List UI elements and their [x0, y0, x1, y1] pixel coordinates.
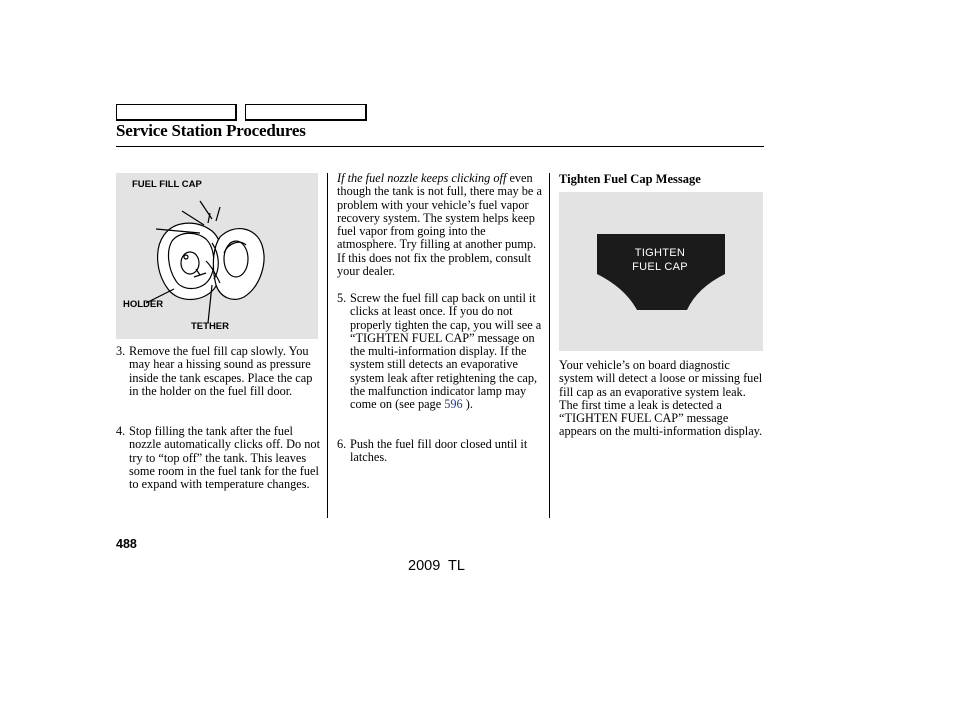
- fuel-cap-drawing: [116, 173, 318, 339]
- page-number: 488: [116, 537, 137, 551]
- column-divider-2: [549, 173, 550, 518]
- step-number: 4.: [116, 424, 126, 438]
- step-6: [337, 438, 542, 465]
- title-divider: [116, 146, 764, 147]
- display-line-2: FUEL CAP: [632, 261, 688, 273]
- nav-tab-button-1[interactable]: [116, 104, 237, 121]
- display-line-1: TIGHTEN: [634, 247, 686, 259]
- nozzle-note: [337, 172, 542, 278]
- step-text: Stop filling the tank after the fuel nozzle automatically clicks off. Do not try to “top off” the tank. This leaves some room in the fuel tank for the fuel to expand with temperature changes.: [129, 424, 320, 492]
- note-lead: If the fuel nozzle keeps clicking off: [337, 171, 507, 185]
- callout-tether: TETHER: [191, 321, 229, 332]
- step-3: [116, 345, 321, 398]
- fuel-cap-illustration: [116, 173, 318, 339]
- display-message: [606, 246, 714, 274]
- note-text: even though the tank is not full, there may be a problem with your vehicle’s fuel vapor recovery system. The system helps keep fuel vapor from going into the atmosphere. Try filling at another pump. If this does not fix the problem, consult your dealer.: [337, 171, 542, 279]
- step-number: 3.: [116, 344, 126, 358]
- step-number: 5.: [337, 291, 347, 305]
- step-4: [116, 425, 321, 491]
- section-title: Service Station Procedures: [116, 121, 306, 140]
- step-text: Remove the fuel fill cap slowly. You may hear a hissing sound as pressure inside the tank escapes. Place the cap in the holder on the fuel fill door.: [129, 344, 313, 398]
- subheading-tighten-fuel-cap: Tighten Fuel Cap Message: [559, 172, 701, 186]
- callout-fuel-fill-cap: FUEL FILL CAP: [132, 179, 202, 190]
- diagnostic-description: Your vehicle’s on board diagnostic system will detect a loose or missing fuel fill cap as an evaporative system leak. The first time a leak is detected a “TIGHTEN FUEL CAP” message appears on the multi-information display.: [559, 358, 763, 439]
- step-5: [337, 292, 542, 412]
- column-divider-1: [327, 173, 328, 518]
- nav-tab-button-2[interactable]: [245, 104, 367, 121]
- step-text: Push the fuel fill door closed until it latches.: [350, 437, 528, 465]
- step-number: 6.: [337, 437, 347, 451]
- step-tail: ).: [462, 397, 473, 412]
- callout-holder: HOLDER: [123, 299, 164, 310]
- step-text: Screw the fuel fill cap back on until it clicks at least once. If you do not properly tighten the cap, you will see a “TIGHTEN FUEL CAP” message on the multi-information display. If the system still detects an evaporative system leak after retightening the cap, the malfunction indicator lamp may come on (see page: [350, 291, 542, 412]
- page-link-596[interactable]: 596: [444, 397, 463, 412]
- footer-model: 2009 TL: [408, 558, 465, 574]
